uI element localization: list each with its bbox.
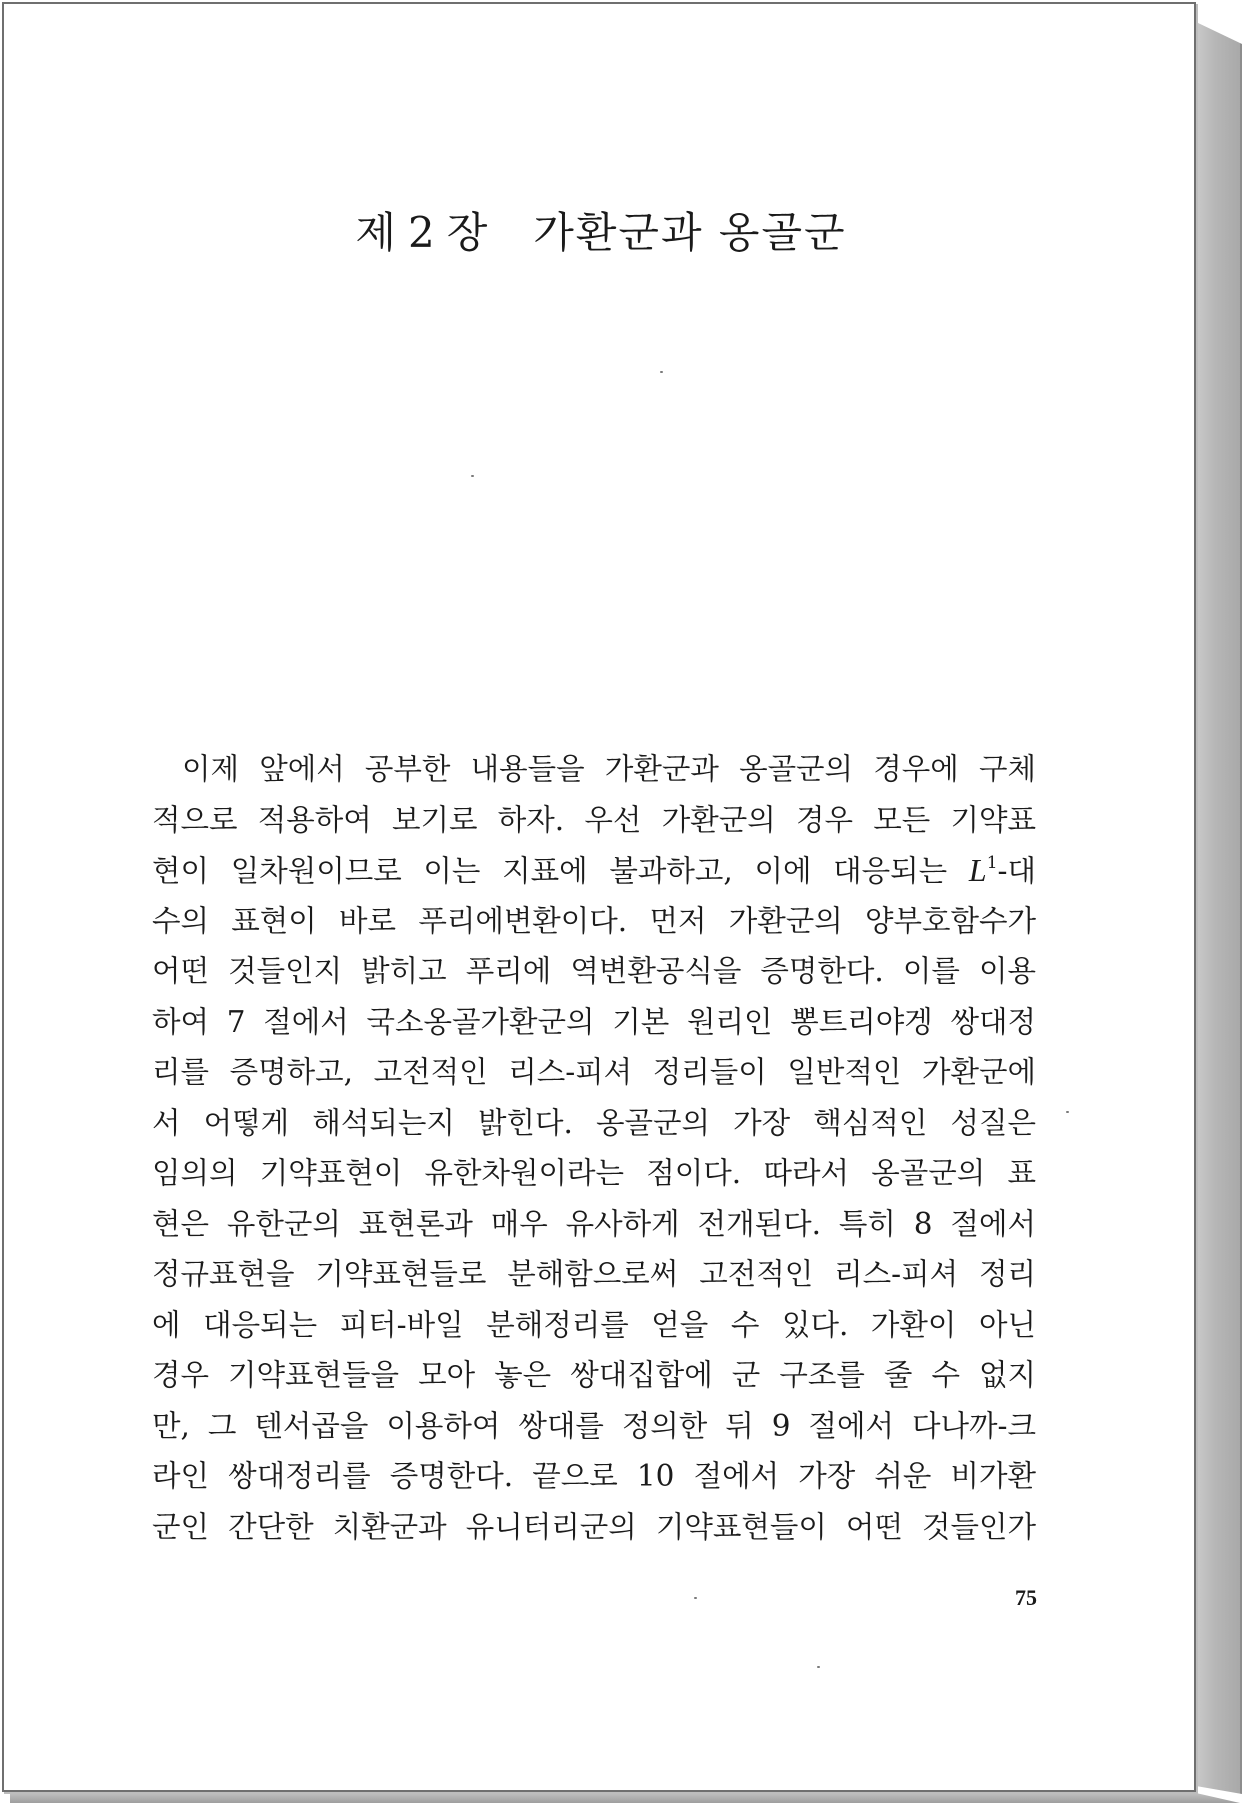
body-line: 임의의 기약표현이 유한차원이라는 점이다. 따라서 옹골군의 표 xyxy=(152,1156,1036,1190)
scan-speck xyxy=(471,475,474,477)
body-line: 현은 유한군의 표현론과 매우 유사하게 전개된다. 특히 8 절에서 xyxy=(152,1206,1036,1241)
chapter-label-suffix: 장 xyxy=(446,208,490,257)
chapter-title xyxy=(4,200,1198,260)
page-bottom-edge xyxy=(10,1793,1240,1803)
body-line: 에 대응되는 피터-바일 분해정리를 얻을 수 있다. 가환이 아닌 xyxy=(152,1307,1036,1342)
chapter-label-prefix: 제 xyxy=(355,208,398,257)
chapter-name: 가환군과 옹골군 xyxy=(533,208,847,257)
scan-speck xyxy=(817,1666,820,1668)
scan-speck xyxy=(1066,1111,1069,1113)
body-line: 적으로 적용하여 보기로 하자. 우선 가환군의 경우 모든 기약표 xyxy=(152,802,1036,837)
body-line: 서 어떻게 해석되는지 밝힌다. 옹골군의 가장 핵심적인 성질은 xyxy=(152,1105,1036,1140)
body-line: 군인 간단한 치환군과 유니터리군의 기약표현들이 어떤 것들인가 xyxy=(152,1509,1036,1544)
page xyxy=(2,2,1196,1792)
body-line: 어떤 것들인지 밝히고 푸리에 역변환공식을 증명한다. 이를 이용 xyxy=(152,954,1036,988)
body-line-text: 현이 일차원이므로 이는 지표에 불과하고, 이에 대응되는 xyxy=(152,854,969,888)
scan-speck xyxy=(694,1597,697,1599)
body-line: 정규표현을 기약표현들로 분해함으로써 고전적인 리스-피셔 정리 xyxy=(152,1257,1036,1291)
body-line xyxy=(152,845,1036,896)
math-suffix: -대 xyxy=(997,854,1036,888)
math-superscript: 1 xyxy=(986,853,998,873)
body-paragraph xyxy=(152,744,1036,1552)
body-line: 경우 기약표현들을 모아 놓은 쌍대집합에 군 구조를 줄 수 없지 xyxy=(152,1358,1036,1392)
body-line: 이제 앞에서 공부한 내용들을 가환군과 옹골군의 경우에 구체 xyxy=(182,752,1036,786)
body-line: 리를 증명하고, 고전적인 리스-피셔 정리들이 일반적인 가환군에 xyxy=(152,1055,1036,1089)
math-symbol-l: L xyxy=(968,852,987,888)
body-line: 만, 그 텐서곱을 이용하여 쌍대를 정의한 뒤 9 절에서 다나까-크 xyxy=(152,1408,1036,1443)
page-stack-edge xyxy=(1196,22,1242,1794)
scan-speck xyxy=(660,371,663,373)
body-line: 라인 쌍대정리를 증명한다. 끝으로 10 절에서 가장 쉬운 비가환 xyxy=(152,1459,1036,1493)
body-line: 수의 표현이 바로 푸리에변환이다. 먼저 가환군의 양부호함수가 xyxy=(152,903,1036,938)
page-number: 75 xyxy=(1015,1585,1037,1610)
chapter-number: 2 xyxy=(407,208,437,257)
body-line: 하여 7 절에서 국소옹골가환군의 기본 원리인 뽕트리야겡 쌍대정 xyxy=(152,1004,1036,1039)
